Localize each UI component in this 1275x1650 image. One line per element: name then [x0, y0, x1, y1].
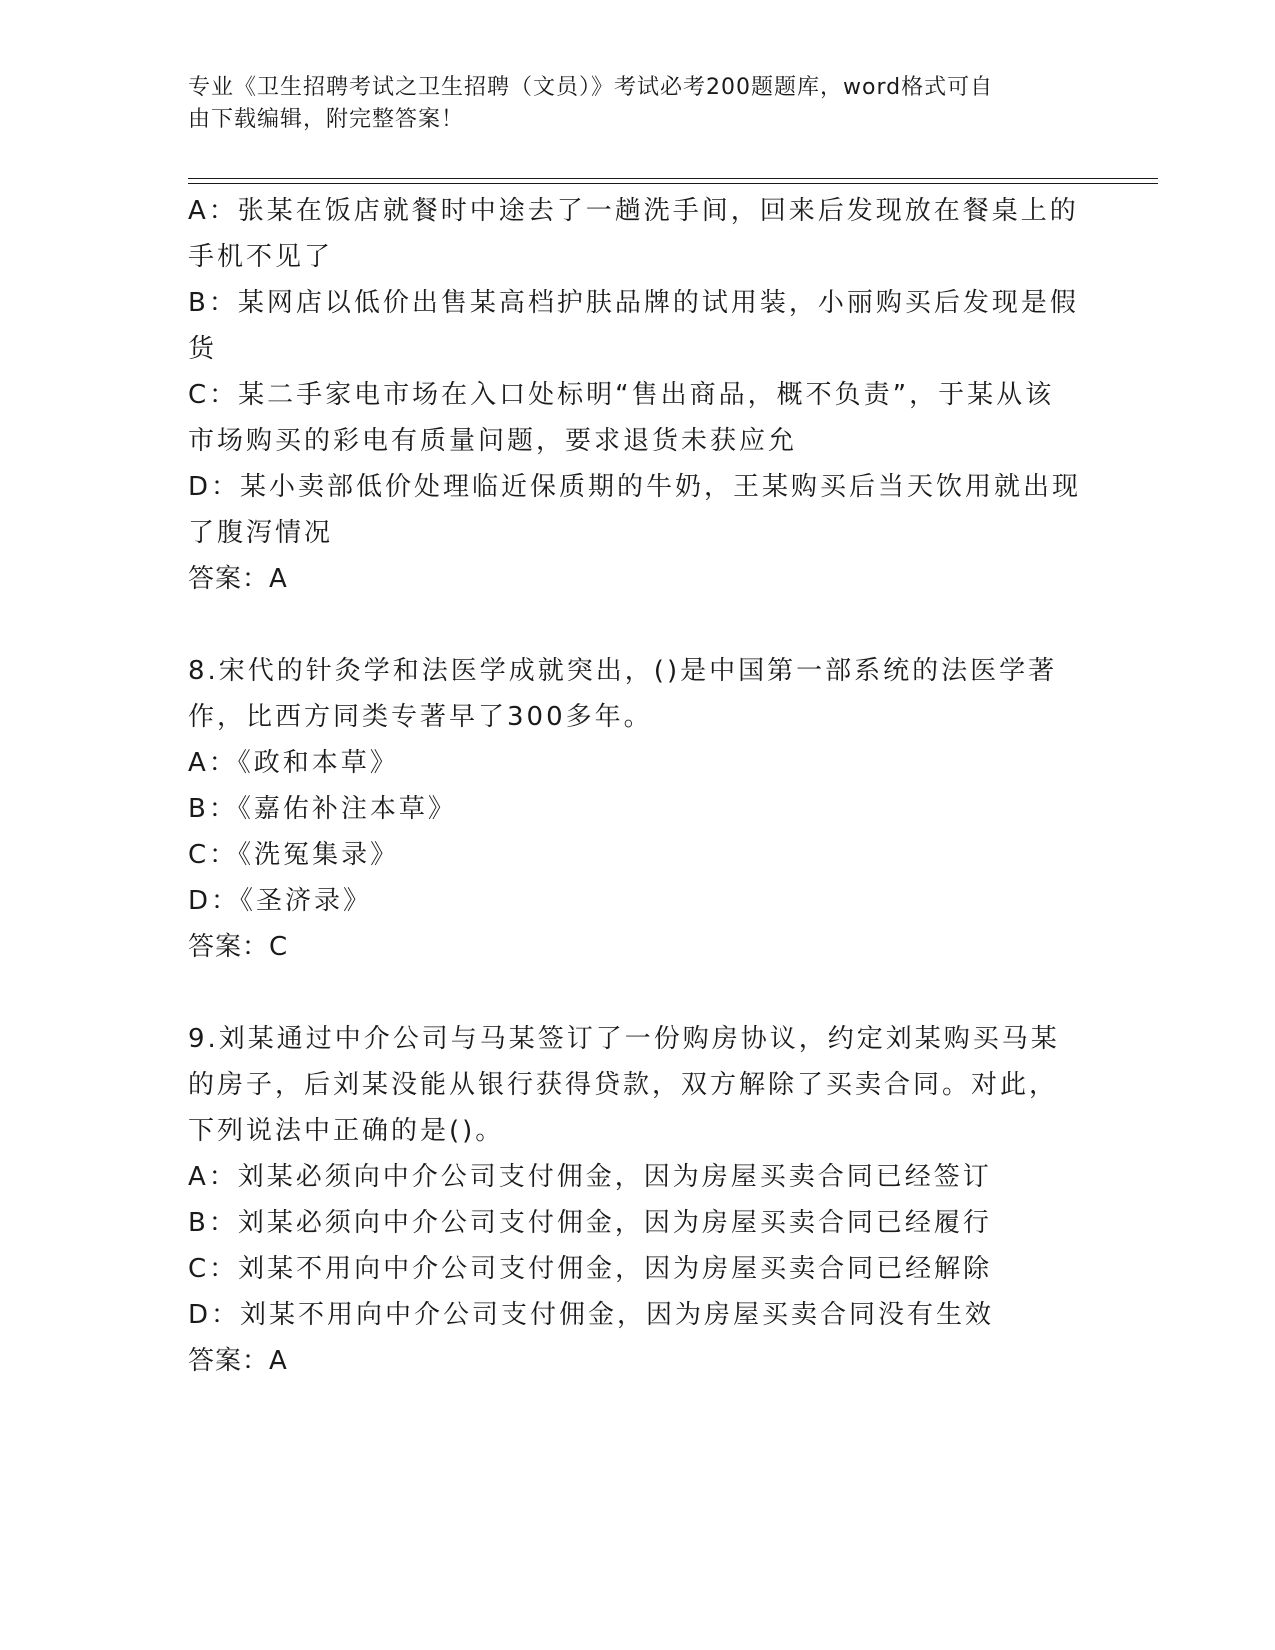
spacer [188, 602, 1088, 648]
q7-option-d-line-1: D：某小卖部低价处理临近保质期的牛奶，王某购买后当天饮用就出现 [188, 472, 1082, 502]
question-7 [188, 188, 1088, 602]
q9-option-b: B：刘某必须向中介公司支付佣金，因为房屋买卖合同已经履行 [188, 1208, 992, 1238]
q8-stem-line-2: 作，比西方同类专著早了300多年。 [188, 702, 653, 732]
header-divider-bottom [188, 183, 1158, 184]
q9-option-a: A：刘某必须向中介公司支付佣金，因为房屋买卖合同已经签订 [188, 1162, 992, 1192]
question-9 [188, 1016, 1088, 1384]
q7-option-b-line-1: B：某网店以低价出售某高档护肤品牌的试用装，小丽购买后发现是假 [188, 288, 1079, 318]
spacer [188, 970, 1088, 1016]
q8-answer: 答案：C [188, 932, 289, 962]
header-divider-top [188, 178, 1158, 179]
q9-option-c: C：刘某不用向中介公司支付佣金，因为房屋买卖合同已经解除 [188, 1254, 993, 1284]
q8-option-b: B：《嘉佑补注本草》 [188, 794, 457, 824]
q7-option-d-line-2: 了腹泻情况 [188, 518, 334, 548]
q7-answer: 答案：A [188, 564, 288, 594]
q9-stem-line-2: 的房子，后刘某没能从银行获得贷款，双方解除了买卖合同。对此， [188, 1070, 1059, 1100]
q7-option-a-line-1: A：张某在饭店就餐时中途去了一趟洗手间，回来后发现放在餐桌上的 [188, 196, 1079, 226]
document-header [188, 72, 1088, 136]
q7-option-b-line-2: 货 [188, 334, 218, 364]
q9-option-d: D：刘某不用向中介公司支付佣金，因为房屋买卖合同没有生效 [188, 1300, 995, 1330]
q9-stem-line-1: 9.刘某通过中介公司与马某签订了一份购房协议，约定刘某购买马某 [188, 1024, 1060, 1054]
header-line-1: 专业《卫生招聘考试之卫生招聘（文员）》考试必考200题题库，word格式可自 [188, 75, 994, 100]
q7-option-c-line-1: C：某二手家电市场在入口处标明“售出商品，概不负责”，于某从该 [188, 380, 1055, 410]
document-body [188, 188, 1088, 1384]
question-8 [188, 648, 1088, 970]
q9-stem-line-3: 下列说法中正确的是()。 [188, 1116, 505, 1146]
q8-stem-line-1: 8.宋代的针灸学和法医学成就突出，()是中国第一部系统的法医学著 [188, 656, 1058, 686]
q8-option-a: A：《政和本草》 [188, 748, 399, 778]
q7-option-a-line-2: 手机不见了 [188, 242, 334, 272]
q8-option-c: C：《洗冤集录》 [188, 840, 400, 870]
q9-answer: 答案：A [188, 1346, 288, 1376]
q7-option-c-line-2: 市场购买的彩电有质量问题，要求退货未获应允 [188, 426, 798, 456]
q8-option-d: D：《圣济录》 [188, 886, 373, 916]
header-line-2: 由下载编辑，附完整答案！ [188, 107, 465, 132]
